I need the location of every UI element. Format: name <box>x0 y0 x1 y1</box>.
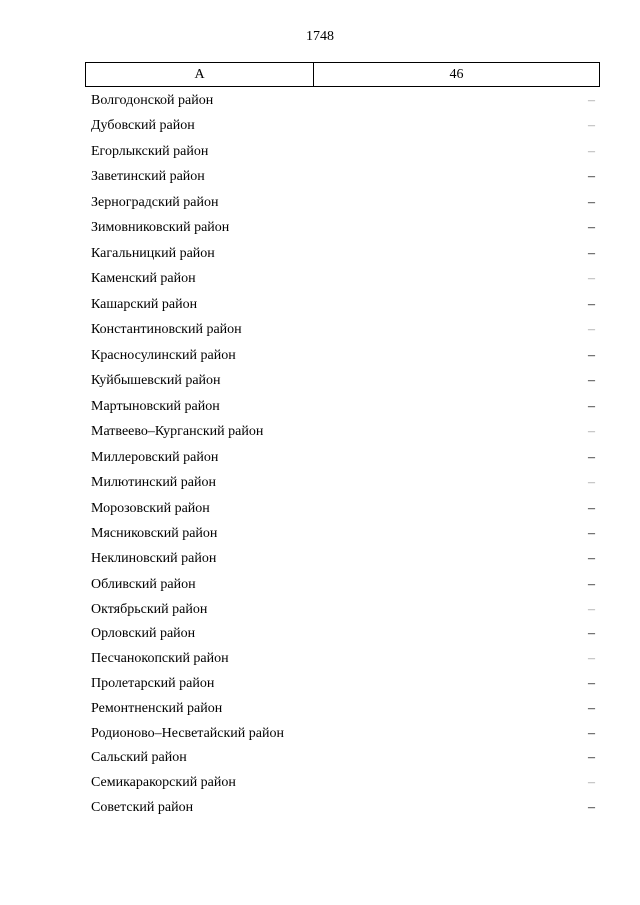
district-value: – <box>588 726 595 741</box>
district-name: Красносулинский район <box>91 348 236 363</box>
table-row <box>85 748 600 768</box>
table-row <box>85 346 600 366</box>
district-value: – <box>588 118 595 133</box>
header-column-46: 46 <box>449 67 464 82</box>
district-value: – <box>588 271 595 286</box>
table-row <box>85 549 600 569</box>
district-name: Обливский район <box>91 577 196 592</box>
district-name: Заветинский район <box>91 169 205 184</box>
table-row <box>85 269 600 289</box>
district-name: Октябрьский район <box>91 602 208 617</box>
district-value: – <box>588 450 595 465</box>
district-value: – <box>588 373 595 388</box>
table-row <box>85 295 600 315</box>
district-value: – <box>588 501 595 516</box>
district-name: Родионово–Несветайский район <box>91 726 284 741</box>
table-row <box>85 397 600 417</box>
table-row <box>85 624 600 644</box>
district-name: Каменский район <box>91 271 196 286</box>
district-value: – <box>588 800 595 815</box>
table-row <box>85 167 600 187</box>
district-name: Мартыновский район <box>91 399 220 414</box>
district-name: Неклиновский район <box>91 551 217 566</box>
district-name: Куйбышевский район <box>91 373 221 388</box>
table-row <box>85 724 600 744</box>
table-row <box>85 798 600 818</box>
district-name: Орловский район <box>91 626 196 641</box>
table-row <box>85 499 600 519</box>
district-name: Кагальницкий район <box>91 246 215 261</box>
district-value: – <box>588 424 595 439</box>
table-row <box>85 575 600 595</box>
table-row <box>85 91 600 111</box>
district-value: – <box>588 246 595 261</box>
district-name: Зерноградский район <box>91 195 219 210</box>
district-value: – <box>588 750 595 765</box>
table-row <box>85 193 600 213</box>
district-value: – <box>588 220 595 235</box>
table-row <box>85 699 600 719</box>
district-name: Волгодонской район <box>91 93 214 108</box>
district-name: Миллеровский район <box>91 450 219 465</box>
table-row <box>85 320 600 340</box>
district-value: – <box>588 626 595 641</box>
table-row <box>85 473 600 493</box>
district-value: – <box>588 93 595 108</box>
district-name: Ремонтненский район <box>91 701 223 716</box>
district-name: Константиновский район <box>91 322 242 337</box>
page-number: 1748 <box>306 29 334 44</box>
table-row <box>85 371 600 391</box>
district-value: – <box>588 322 595 337</box>
district-name: Егорлыкский район <box>91 144 209 159</box>
district-value: – <box>588 701 595 716</box>
table-row <box>85 116 600 136</box>
district-name: Сальский район <box>91 750 187 765</box>
table-row <box>85 448 600 468</box>
district-value: – <box>588 651 595 666</box>
district-value: – <box>588 526 595 541</box>
district-name: Мясниковский район <box>91 526 218 541</box>
district-value: – <box>588 144 595 159</box>
table-header <box>85 62 600 87</box>
district-name: Морозовский район <box>91 501 210 516</box>
table-row <box>85 773 600 793</box>
district-name: Милютинский район <box>91 475 217 490</box>
table-row <box>85 649 600 669</box>
table-row <box>85 218 600 238</box>
district-value: – <box>588 348 595 363</box>
district-value: – <box>588 676 595 691</box>
district-value: – <box>588 169 595 184</box>
header-column-a: A <box>86 63 314 86</box>
district-name: Семикаракорский район <box>91 775 236 790</box>
district-value: – <box>588 577 595 592</box>
district-value: – <box>588 775 595 790</box>
district-name: Дубовский район <box>91 118 195 133</box>
district-value: – <box>588 602 595 617</box>
table-row <box>85 422 600 442</box>
district-name: Песчанокопский район <box>91 651 229 666</box>
district-value: – <box>588 475 595 490</box>
district-name: Матвеево–Курганский район <box>91 424 264 439</box>
table-row <box>85 524 600 544</box>
district-name: Пролетарский район <box>91 676 215 691</box>
table-row <box>85 244 600 264</box>
district-value: – <box>588 297 595 312</box>
district-value: – <box>588 551 595 566</box>
district-name: Советский район <box>91 800 194 815</box>
district-name: Кашарский район <box>91 297 198 312</box>
district-value: – <box>588 399 595 414</box>
table-row <box>85 674 600 694</box>
district-name: Зимовниковский район <box>91 220 230 235</box>
table-row <box>85 142 600 162</box>
table-row <box>85 600 600 620</box>
district-value: – <box>588 195 595 210</box>
